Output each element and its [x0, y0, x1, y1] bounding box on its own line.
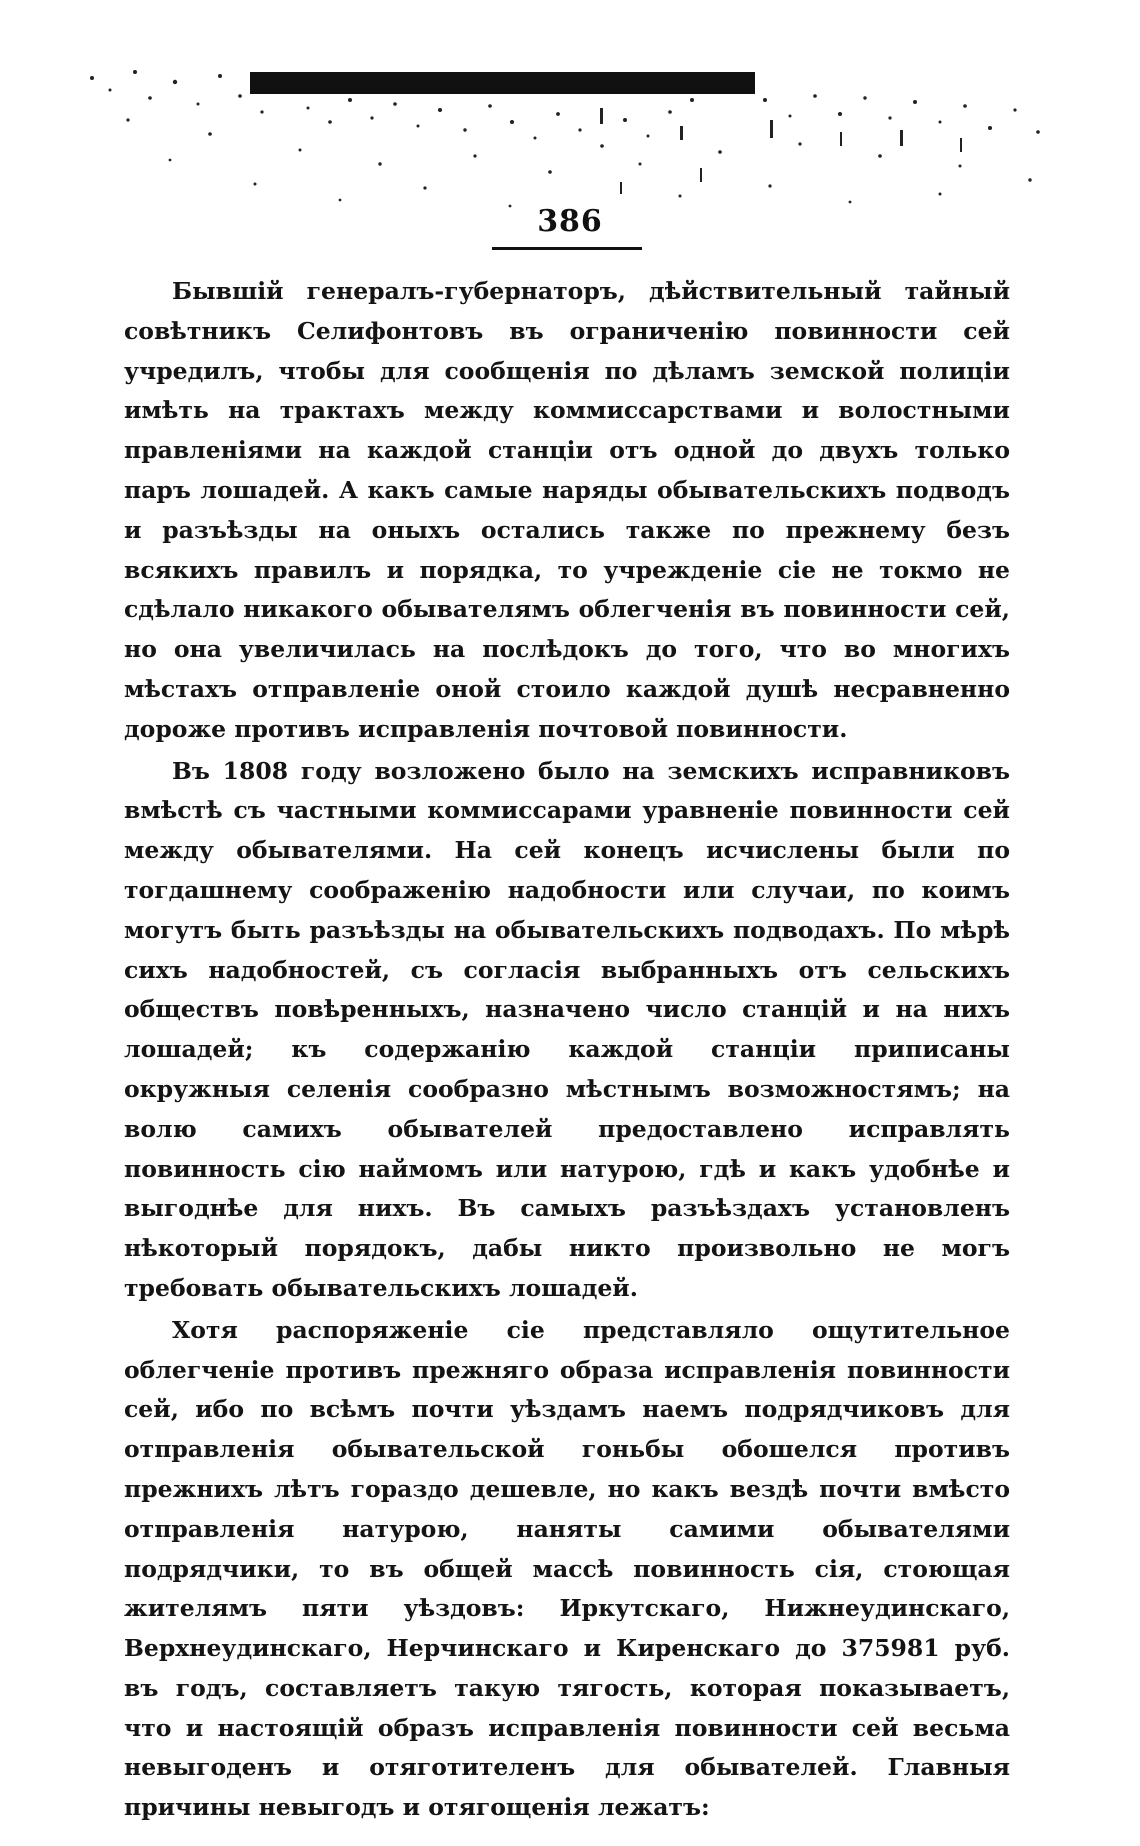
- page-number-underline: [492, 247, 642, 250]
- paragraph-1: Бывшій генералъ-губернаторъ, дѣйствительный тайный совѣтникъ Селифонтовъ въ ограниченію повинности сей учредилъ, чтобы для сообщенія по дѣламъ земской полиціи имѣть на трактахъ между коммиссарствами и волостными правленіями на каждой станціи отъ одной до двухъ только паръ лошадей. А какъ самые наряды обывательскихъ подводъ и разъѣзды на оныхъ остались также по прежнему безъ всякихъ правилъ и порядка, то учрежденіе сіе не токмо не сдѣлало никакого обывателямъ облегченія въ повинности сей, но она увеличилась на послѣдокъ до того, что во многихъ мѣстахъ отправленіе оной стоило каждой душѣ несравненно дороже противъ исправленія почтовой повинности.: [124, 277, 1010, 743]
- page-body-text: [124, 272, 1010, 1828]
- paragraph-3: Хотя распоряженіе сіе представляло ощутительное облегченіе противъ прежняго образа исправленія повинности сей, ибо по всѣмъ почти уѣздамъ наемъ подрядчиковъ для отправленія обывательской гоньбы обошелся противъ прежнихъ лѣтъ гораздо дешевле, но какъ вездѣ почти вмѣсто отправленія натурою, наняты самими обывателями подрядчики, то въ общей массѣ повинность сія, стоющая жителямъ пяти уѣздовъ: Иркутскаго, Нижнеудинскаго, Верхнеудинскаго, Нерчинскаго и Киренскаго до 375981 руб. въ годъ, составляетъ такую тягость, которая показываетъ, что и настоящій образъ исправленія повинности сей весьма невыгоденъ и отяготителенъ для обывателей. Главныя причины невыгодъ и отягощенія лежатъ:: [124, 1315, 1010, 1822]
- paragraph-2: Въ 1808 году возложено было на земскихъ исправниковъ вмѣстѣ съ частными коммиссарами уравненіе повинности сей между обывателями. На сей конецъ исчислены были по тогдашнему соображенію надобности или случаи, по коимъ могутъ быть разъѣзды на обывательскихъ подводахъ. По мѣрѣ сихъ надобностей, съ согласія выбранныхъ отъ сельскихъ обществъ повѣренныхъ, назначено число станцій и на нихъ лошадей; къ содержанію каждой станціи приписаны окружныя селенія сообразно мѣстнымъ возможностямъ; на волю самихъ обывателей предоставлено исправлять повинность сію наймомъ или натурою, гдѣ и какъ удобнѣе и выгоднѣе для нихъ. Въ самыхъ разъѣздахъ установленъ нѣкоторый порядокъ, дабы никто произвольно не могъ требовать обывательскихъ лошадей.: [124, 756, 1010, 1302]
- page-number: 386: [537, 204, 603, 239]
- scan-top-edge-bar: [250, 72, 755, 94]
